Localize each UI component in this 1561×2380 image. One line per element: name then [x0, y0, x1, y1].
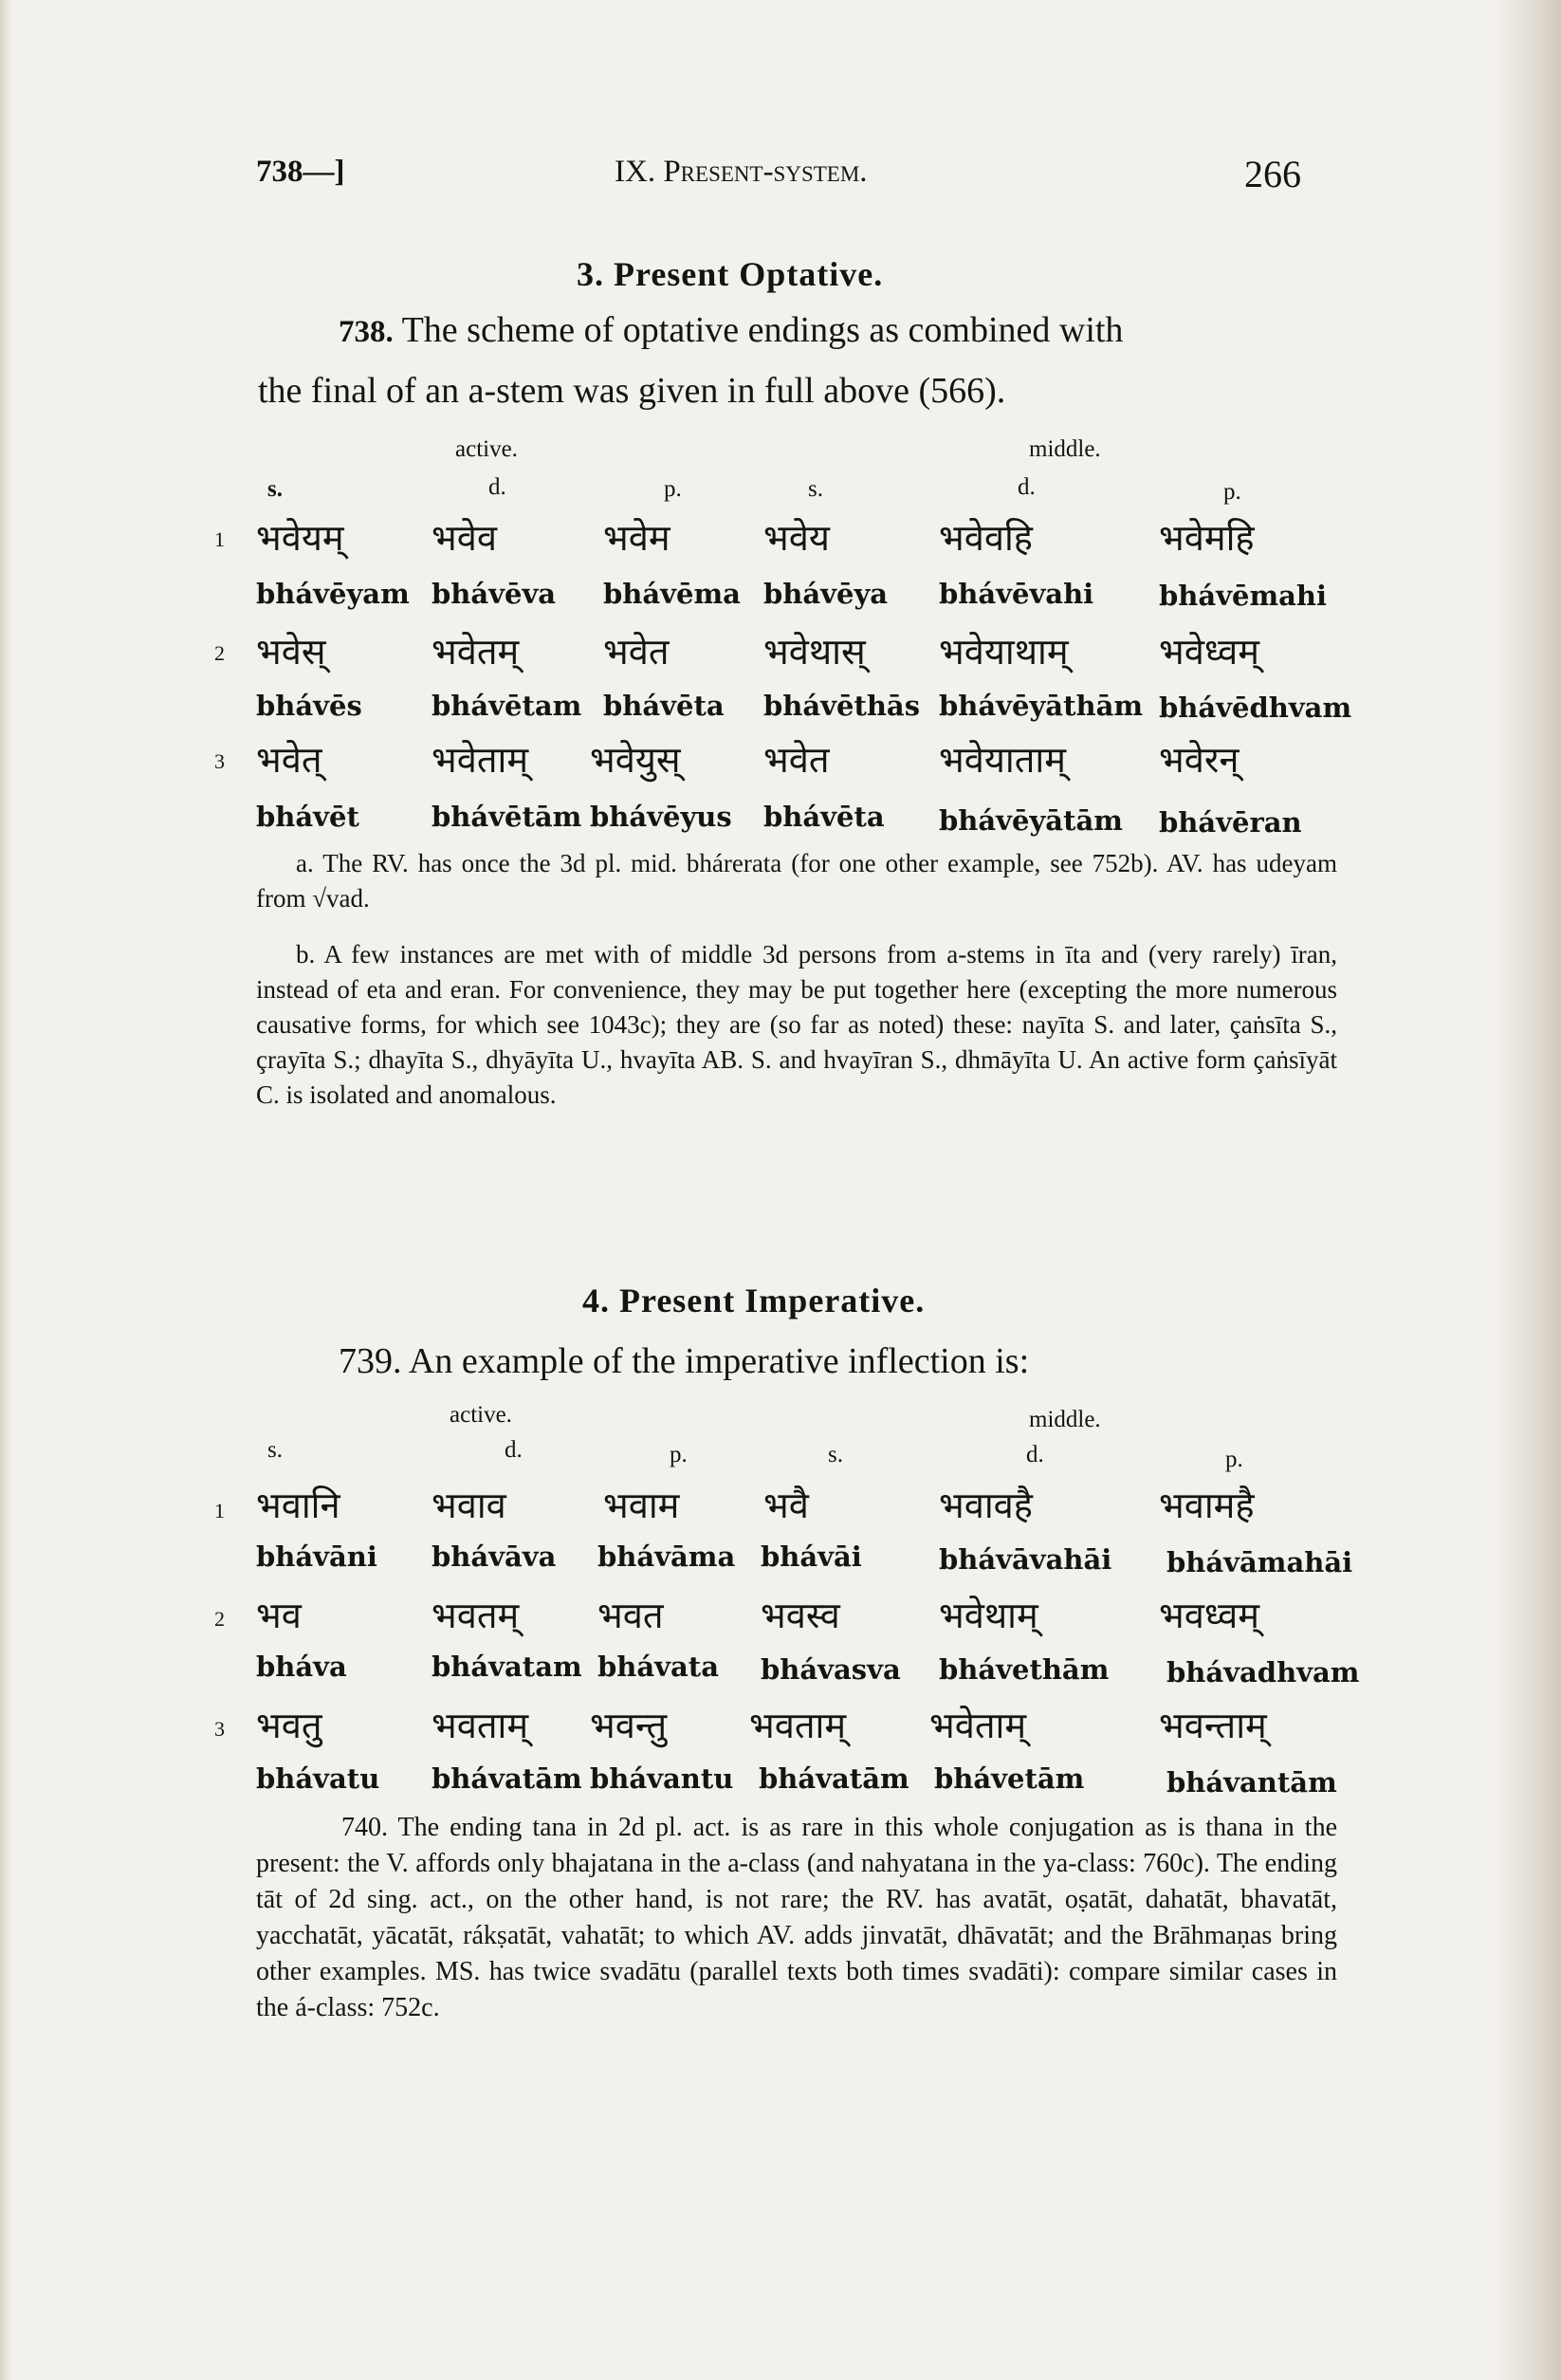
devanagari-form: भवेस् — [256, 631, 326, 673]
col-label: s. — [267, 1437, 283, 1463]
header-section-ref: 738—] — [256, 155, 345, 189]
devanagari-form: भवै — [763, 1485, 809, 1526]
transliteration: bhávatām — [759, 1762, 909, 1795]
transliteration: bhávethām — [939, 1653, 1110, 1686]
header-chapter-title: IX. Present-system. — [615, 155, 868, 189]
note-b: b. A few instances are met with of middle 3d persons from a-stems in īta and (very rarely) īran, instead of eta and eran. For convenience, they may be put together here (excepting the more numerous causative forms, for which see 1043c); they are (so far as noted) these: nayīta S. and later, çaṅsīta S., çrayīta S.; dhayīta S., dhyāyīta U., hvayīta AB. S. and hvayīran S., dhmāyīta U. An active form çaṅsīyāt C. is isolated and anomalous. — [256, 940, 1337, 1109]
devanagari-form: भवेताम् — [929, 1705, 1027, 1746]
devanagari-form: भव — [256, 1595, 302, 1636]
col-label: s. — [828, 1442, 843, 1467]
transliteration: bhávēthās — [763, 690, 921, 722]
transliteration: bhávēva — [432, 578, 557, 610]
transliteration: bhávetām — [934, 1762, 1085, 1795]
col-label: p. — [664, 476, 682, 502]
transliteration: bhávēyam — [256, 578, 410, 610]
col-label: s. — [267, 476, 283, 502]
transliteration: bhávēta — [603, 690, 725, 722]
transliteration: bhávēyāthām — [939, 690, 1144, 722]
row-number: 2 — [214, 641, 225, 665]
transliteration: bhávētam — [432, 690, 582, 722]
section-title-optative: 3. Present Optative. — [577, 255, 884, 293]
devanagari-form: भवत — [597, 1595, 664, 1636]
transliteration: bháva — [256, 1651, 347, 1683]
voice-label-active: active. — [450, 1402, 512, 1428]
devanagari-form: भवेयम् — [256, 517, 344, 559]
transliteration: bhávatu — [256, 1762, 380, 1795]
transliteration: bhávēyus — [590, 801, 732, 833]
devanagari-form: भवेमहि — [1159, 517, 1255, 559]
devanagari-form: भवेयुस् — [590, 739, 681, 781]
transliteration: bhávēdhvam — [1159, 692, 1352, 724]
section-title-imperative: 4. Present Imperative. — [582, 1282, 926, 1319]
transliteration: bhávāmahāi — [1166, 1546, 1353, 1578]
transliteration: bhávadhvam — [1166, 1656, 1360, 1688]
paragraph-738-line2: the final of an a-stem was given in full above (566). — [258, 371, 1006, 411]
devanagari-form: भवेयाथाम् — [939, 631, 1069, 673]
devanagari-form: भवताम् — [749, 1705, 847, 1746]
row-number: 1 — [214, 527, 225, 551]
col-label: p. — [1225, 1447, 1243, 1472]
col-label: d. — [488, 474, 506, 500]
voice-label-middle: middle. — [1029, 436, 1101, 462]
devanagari-form: भवेथास् — [763, 631, 866, 673]
transliteration: bhávēran — [1159, 806, 1302, 839]
devanagari-form: भवेध्वम् — [1159, 631, 1259, 673]
row-number: 3 — [214, 1717, 225, 1741]
paragraph-740: 740. The ending tana in 2d pl. act. is as rare in this whole conjugation as is thana in the present: the V. affords only bhajatana in the a-class (and nahyatana in the ya-class: 760c). The ending tāt of 2d sing. act., on the other hand, is not rare; the RV. has avatāt, oṣatāt, dahatāt, bhavatāt, yacchatāt, yācatāt, rákṣatāt, vahatāt; to which AV. adds jinvatāt, dhāvatāt; and the Brāhmaṇas bring other examples. MS. has twice svadātu (parallel texts both times svadāti): compare similar cases in the á-class: 752c. — [256, 1813, 1337, 2022]
devanagari-form: भवेताम् — [432, 739, 529, 781]
devanagari-form: भवावहै — [939, 1485, 1033, 1526]
col-label: p. — [670, 1442, 688, 1467]
devanagari-form: भवेत — [603, 631, 670, 673]
transliteration: bhávēyātām — [939, 804, 1123, 837]
transliteration: bhávāni — [256, 1541, 377, 1573]
col-label: d. — [1018, 474, 1036, 500]
devanagari-form: भवताम् — [432, 1705, 529, 1746]
transliteration: bhávēya — [763, 578, 889, 610]
devanagari-form: भवेथाम् — [939, 1595, 1038, 1636]
row-number: 2 — [214, 1607, 225, 1631]
transliteration: bhávatam — [432, 1651, 582, 1683]
devanagari-form: भवेय — [763, 517, 830, 559]
paragraph-739: 739. An example of the imperative inflection is: — [339, 1341, 1030, 1381]
voice-label-active: active. — [455, 436, 518, 462]
devanagari-form: भवामहै — [1159, 1485, 1255, 1526]
transliteration: bhávasva — [761, 1653, 901, 1686]
devanagari-form: भवन्ताम् — [1159, 1705, 1267, 1746]
page-edge-right — [1495, 0, 1561, 2380]
devanagari-form: भवेम — [603, 517, 670, 559]
paragraph-number-738: 738. — [339, 315, 394, 349]
transliteration: bhávēma — [603, 578, 741, 610]
transliteration: bhávantām — [1166, 1766, 1337, 1799]
transliteration: bhávāi — [761, 1541, 862, 1573]
transliteration: bhávētām — [432, 801, 582, 833]
voice-label-middle: middle. — [1029, 1407, 1101, 1432]
note-a: a. The RV. has once the 3d pl. mid. bhárerata (for one other example, see 752b). AV. has udeyam from √vad. — [256, 849, 1337, 913]
transliteration: bhávatām — [432, 1762, 582, 1795]
devanagari-form: भवेवहि — [939, 517, 1033, 559]
devanagari-form: भवध्वम् — [1159, 1595, 1259, 1636]
transliteration: bhávēt — [256, 801, 359, 833]
devanagari-form: भवेयाताम् — [939, 739, 1066, 781]
col-label: d. — [1026, 1442, 1044, 1467]
devanagari-form: भवस्व — [761, 1595, 840, 1636]
col-label: p. — [1223, 479, 1241, 505]
transliteration: bhávēvahi — [939, 578, 1094, 610]
devanagari-form: भवेतम् — [432, 631, 520, 673]
devanagari-form: भवन्तु — [590, 1705, 668, 1746]
row-number: 3 — [214, 749, 225, 773]
devanagari-form: भवतु — [256, 1705, 322, 1746]
devanagari-form: भवाम — [603, 1485, 680, 1526]
transliteration: bhávāvahāi — [939, 1543, 1112, 1576]
transliteration: bhávēmahi — [1159, 580, 1328, 612]
devanagari-form: भवानि — [256, 1485, 340, 1526]
devanagari-form: भवेरन् — [1159, 739, 1240, 781]
devanagari-form: भवेत — [763, 739, 830, 781]
paragraph-738-line1: The scheme of optative endings as combined with — [401, 310, 1124, 350]
devanagari-form: भवाव — [432, 1485, 506, 1526]
transliteration: bhávata — [597, 1651, 719, 1683]
transliteration: bhávēs — [256, 690, 362, 722]
transliteration: bhávāva — [432, 1541, 557, 1573]
transliteration: bhávēta — [763, 801, 885, 833]
row-number: 1 — [214, 1499, 225, 1522]
devanagari-form: भवेत् — [256, 739, 322, 781]
transliteration: bhávāma — [597, 1541, 736, 1573]
page-edge-left — [0, 0, 11, 2380]
devanagari-form: भवतम् — [432, 1595, 520, 1636]
devanagari-form: भवेव — [432, 517, 497, 559]
col-label: d. — [505, 1437, 523, 1463]
transliteration: bhávantu — [590, 1762, 734, 1795]
col-label: s. — [808, 476, 823, 502]
page-number: 266 — [1244, 153, 1301, 195]
